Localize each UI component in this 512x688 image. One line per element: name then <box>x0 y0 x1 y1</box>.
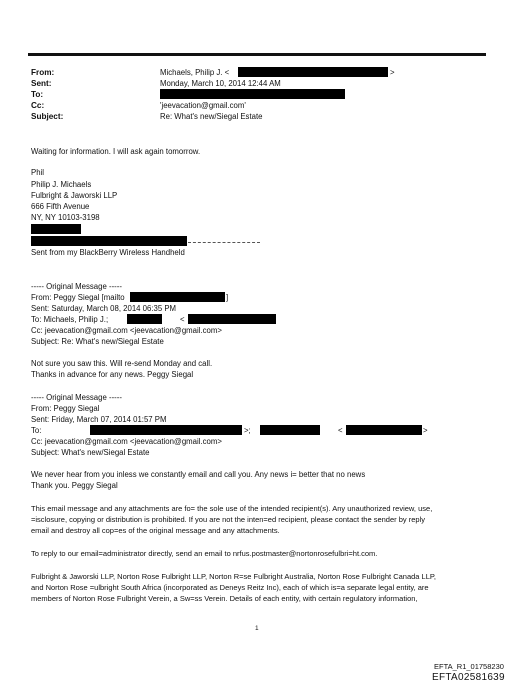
msg2-to-mid: >; <box>244 426 251 435</box>
disclaimer-entity-line: members of Norton Rose Fulbright Verein, a Sw=ss Verein. Details of each entity, with certain regulatory information, <box>31 594 418 603</box>
redaction-block <box>188 314 276 324</box>
redaction-block <box>31 236 187 246</box>
signature-short-name: Phil <box>31 168 45 177</box>
msg2-to-angle: < <box>338 426 343 435</box>
subject-value: Re: What's new/Siegal Estate <box>160 112 263 121</box>
redaction-block <box>130 292 225 302</box>
redaction-block <box>260 425 320 435</box>
page-number: 1 <box>255 625 259 632</box>
signature-address-1: 666 Fifth Avenue <box>31 202 90 211</box>
signature-address-2: NY, NY 10103-3198 <box>31 213 100 222</box>
redaction-block <box>127 314 162 324</box>
msg2-from: From: Peggy Siegal <box>31 404 100 413</box>
from-close-bracket: > <box>390 68 395 77</box>
body-line: Waiting for information. I will ask again tomorrow. <box>31 147 201 156</box>
redaction-block <box>31 224 81 234</box>
msg2-to-close: > <box>423 426 428 435</box>
disclaimer-line: email and destroy all cop=es of the original message and any attachments. <box>31 526 280 535</box>
original-message-divider: ----- Original Message ----- <box>31 282 122 291</box>
disclaimer-line: =isclosure, copying or distribution is prohibited. If you are not the inten=ed recipient, please contact the sender by reply <box>31 515 425 524</box>
disclaimer-entity-line: and Norton Rose =ulbright South Africa (incorporated as Deneys Reitz Inc), each of which is=a separate legal entity, are <box>31 583 429 592</box>
redaction-block <box>238 67 388 77</box>
from-label: From: <box>31 68 55 77</box>
msg1-to: To: Michaels, Philip J.; <box>31 315 109 324</box>
redaction-block <box>90 425 242 435</box>
sent-value: Monday, March 10, 2014 12:44 AM <box>160 79 281 88</box>
msg2-sent: Sent: Friday, March 07, 2014 01:57 PM <box>31 415 167 424</box>
file-id-large: EFTA02581639 <box>432 672 505 683</box>
signature-name: Philip J. Michaels <box>31 180 92 189</box>
msg2-subject: Subject: What's new/Siegal Estate <box>31 448 150 457</box>
redaction-block <box>160 89 345 99</box>
msg1-text-line-2: Thanks in advance for any news. Peggy Siegal <box>31 370 194 379</box>
disclaimer-entity-line: Fulbright & Jaworski LLP, Norton Rose Fulbright LLP, Norton R=se Fulbright Australia, Norton Rose Fulbright Canada LLP, <box>31 572 437 581</box>
msg2-to: To: <box>31 426 42 435</box>
msg1-from: From: Peggy Siegal [mailto <box>31 293 125 302</box>
msg2-text-line-1: We never hear from you inless we constantly email and call you. Any news i= better that no news <box>31 470 366 479</box>
msg2-cc: Cc: jeevacation@gmail.com <jeevacation@gmail.com> <box>31 437 222 446</box>
original-message-divider: ----- Original Message ----- <box>31 393 122 402</box>
file-id-small: EFTA_R1_01758230 <box>434 662 504 671</box>
msg1-from-close: ] <box>226 293 229 302</box>
msg2-text-line-2: Thank you. Peggy Siegal <box>31 481 118 490</box>
disclaimer-line: This email message and any attachments are fo= the sole use of the intended recipient(s). Any unauthorized review, use, <box>31 504 433 513</box>
dashed-separator <box>188 242 260 243</box>
signature-firm: Fulbright & Jaworski LLP <box>31 191 118 200</box>
msg1-subject: Subject: Re: What's new/Siegal Estate <box>31 337 164 346</box>
cc-label: Cc: <box>31 101 45 110</box>
msg1-text-line-1: Not sure you saw this. Will re-send Monday and call. <box>31 359 213 368</box>
subject-label: Subject: <box>31 112 64 121</box>
msg1-cc: Cc: jeevacation@gmail.com <jeevacation@gmail.com> <box>31 326 222 335</box>
disclaimer-reply-line: To reply to our email=administrator directly, send an email to nrfus.postmaster@nortonrosefulbri=ht.com. <box>31 549 378 558</box>
sent-label: Sent: <box>31 79 52 88</box>
sent-from-line: Sent from my BlackBerry Wireless Handheld <box>31 248 185 257</box>
msg1-sent: Sent: Saturday, March 08, 2014 06:35 PM <box>31 304 177 313</box>
header-rule <box>28 53 486 56</box>
to-label: To: <box>31 90 44 99</box>
cc-value: 'jeevacation@gmail.com' <box>160 101 246 110</box>
msg1-to-angle: < <box>180 315 185 324</box>
from-value: Michaels, Philip J. < <box>160 68 230 77</box>
redaction-block <box>346 425 422 435</box>
